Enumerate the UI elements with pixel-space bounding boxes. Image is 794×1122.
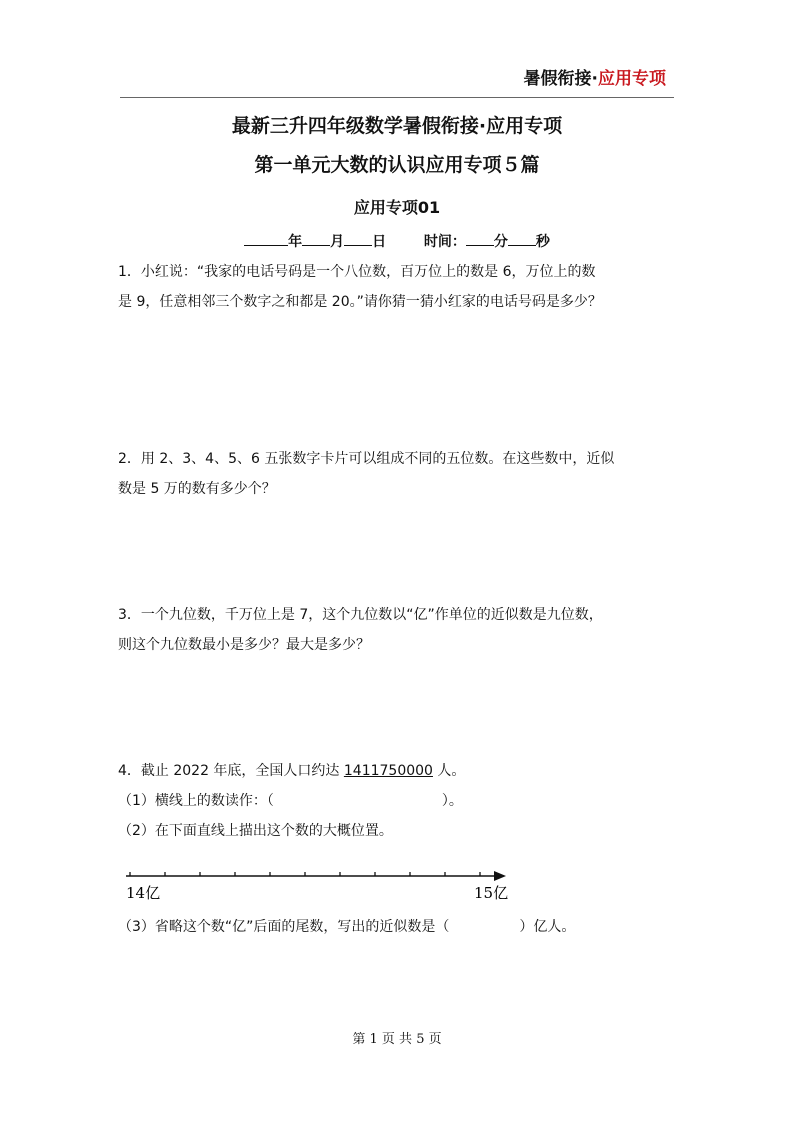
population-number: 1411750000	[343, 763, 433, 779]
question-2-line-1: 2．用 2、3、4、5、6 五张数字卡片可以组成不同的五位数。在这些数中，近似	[118, 451, 615, 467]
question-1	[118, 257, 678, 317]
day-blank[interactable]	[344, 231, 372, 246]
time-label: 时间：	[423, 234, 466, 250]
question-4-intro-a: 4．截止 2022 年底，全国人口约达	[118, 763, 344, 779]
question-3	[118, 600, 678, 660]
question-1-line-2: 是 9，任意相邻三个数字之和都是 20。”请你猜一猜小红家的电话号码是多少？	[118, 294, 602, 310]
year-blank[interactable]	[244, 231, 288, 246]
unit-title: 第一单元大数的认识应用专项５篇	[254, 154, 540, 176]
question-4-part-2: （2）在下面直线上描出这个数的大概位置。	[118, 823, 393, 839]
second-blank[interactable]	[508, 231, 536, 246]
question-1-line-1: 1．小红说：“我家的电话号码是一个八位数，百万位上的数是 6，万位上的数	[118, 264, 596, 280]
question-4-intro-b: 人。	[432, 763, 466, 779]
day-label: 日	[372, 234, 387, 250]
right-label: 15亿	[474, 884, 509, 902]
left-label: 14亿	[126, 884, 161, 902]
month-label: 月	[330, 234, 345, 250]
number-line[interactable]	[118, 860, 518, 910]
minute-label: 分	[493, 234, 508, 250]
page-footer: 第 1 页 共 5 页	[352, 1032, 442, 1047]
part-1-prompt: （1）横线上的数读作：（	[118, 793, 274, 809]
header-title	[524, 64, 666, 89]
header-rule	[120, 97, 674, 98]
minute-blank[interactable]	[466, 231, 494, 246]
arrow-right-icon	[494, 871, 506, 881]
month-blank[interactable]	[302, 231, 330, 246]
question-4-part-1	[118, 786, 678, 816]
part-3-close: ）亿人。	[519, 919, 576, 935]
header-prefix: 暑假衔接·	[523, 69, 598, 89]
header-accent: 应用专项	[598, 69, 666, 89]
question-4-intro	[118, 756, 678, 786]
question-3-line-1: 3．一个九位数，千万位上是 7，这个九位数以“亿”作单位的近似数是九位数，	[118, 607, 603, 623]
second-label: 秒	[535, 234, 550, 250]
part-1-close: ）。	[441, 793, 463, 809]
year-label: 年	[288, 234, 303, 250]
main-title: 最新三升四年级数学暑假衔接·应用专项	[231, 115, 563, 137]
question-2-line-2: 数是 5 万的数有多少个？	[118, 481, 276, 497]
number-line-svg	[118, 860, 518, 910]
part-3-prompt: （3）省略这个数“亿”后面的尾数，写出的近似数是（	[118, 919, 450, 935]
question-2	[118, 444, 678, 504]
question-4	[118, 756, 678, 846]
section-subtitle: 应用专项01	[353, 198, 441, 217]
question-3-line-2: 则这个九位数最小是多少？最大是多少？	[118, 637, 370, 653]
question-4-part-3	[118, 912, 678, 942]
date-time-line	[0, 231, 794, 251]
